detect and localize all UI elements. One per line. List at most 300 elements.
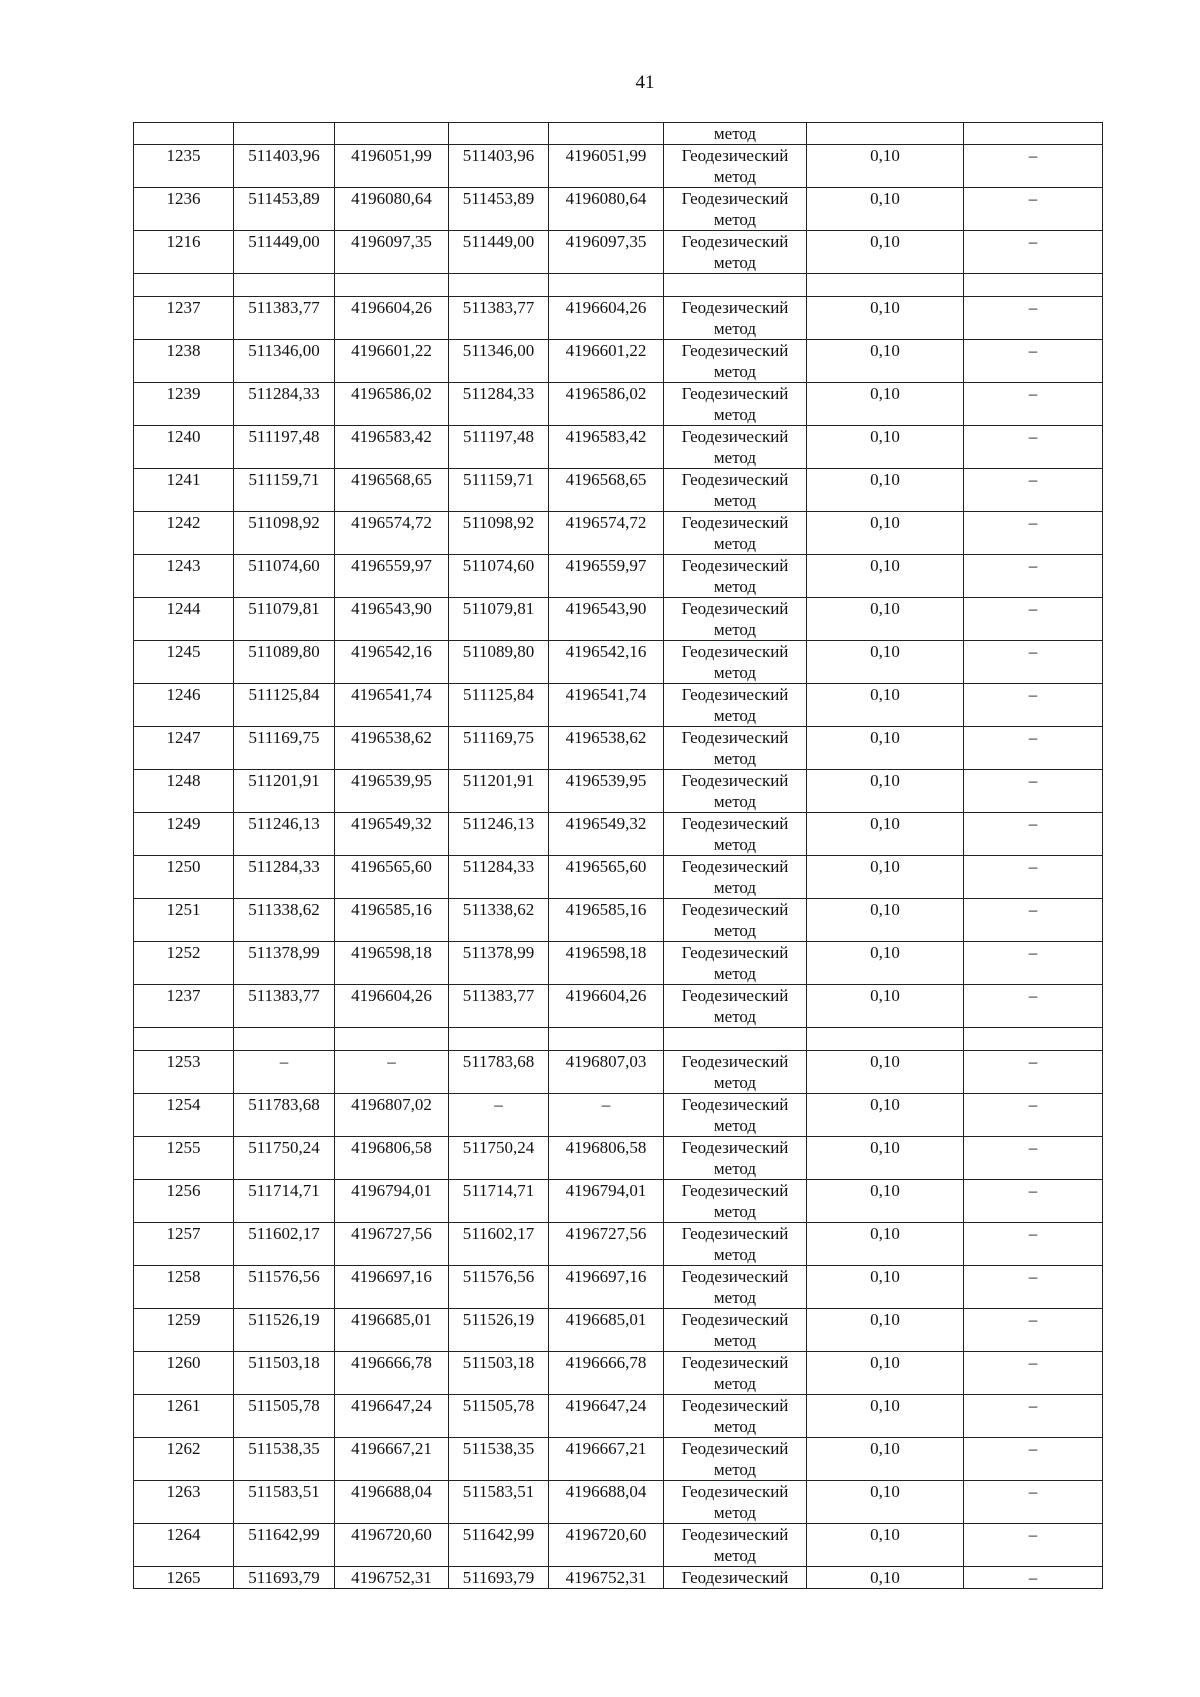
y-new-cell: 4196097,35 [549, 231, 664, 274]
x-new-cell: 511284,33 [449, 856, 549, 899]
method-line-1: Геодезический [681, 1267, 789, 1286]
table-row [134, 1223, 1103, 1266]
method-line-1: Геодезический [681, 1482, 789, 1501]
table-row [134, 1438, 1103, 1481]
y-existing-cell: 4196543,90 [335, 598, 449, 641]
method-line-1: Геодезический [681, 1138, 789, 1157]
table-row-spacer [134, 274, 1103, 297]
method-line-1: Геодезический [681, 146, 789, 165]
point-number-cell: 1262 [134, 1438, 234, 1481]
y-new-cell: 4196585,16 [549, 899, 664, 942]
method-line-2: метод [713, 1159, 757, 1178]
y-new-cell: 4196647,24 [549, 1395, 664, 1438]
note-cell: – [964, 1266, 1103, 1309]
table-row [134, 641, 1103, 684]
accuracy-cell: 0,10 [807, 641, 964, 684]
method-cell [664, 1352, 807, 1395]
method-line-1: Геодезический [681, 1310, 789, 1329]
method-line-1: Геодезический [681, 685, 789, 704]
accuracy-cell: 0,10 [807, 1524, 964, 1567]
table-row [134, 1137, 1103, 1180]
table-row [134, 1266, 1103, 1309]
method-line-2: метод [713, 577, 757, 596]
note-cell: – [964, 555, 1103, 598]
table-row [134, 899, 1103, 942]
x-new-cell: 511449,00 [449, 231, 549, 274]
method-line-2: метод [713, 1007, 757, 1026]
table-row-spacer [134, 1028, 1103, 1051]
method-line-2: метод [713, 210, 757, 229]
y-new-cell: 4196604,26 [549, 297, 664, 340]
accuracy-cell: 0,10 [807, 899, 964, 942]
table-row [134, 297, 1103, 340]
y-existing-cell: 4196685,01 [335, 1309, 449, 1352]
x-new-cell: 511693,79 [449, 1567, 549, 1589]
x-existing-cell: 511378,99 [234, 942, 335, 985]
method-line-1: Геодезический [681, 1396, 789, 1415]
method-cell [664, 231, 807, 274]
method-line-1: Геодезический [681, 1181, 789, 1200]
x-existing-cell: 511246,13 [234, 813, 335, 856]
x-new-cell: 511750,24 [449, 1137, 549, 1180]
accuracy-cell: 0,10 [807, 598, 964, 641]
y-existing-cell: 4196574,72 [335, 512, 449, 555]
note-cell: – [964, 727, 1103, 770]
note-cell: – [964, 145, 1103, 188]
table-row [134, 340, 1103, 383]
x-existing-cell: 511125,84 [234, 684, 335, 727]
method-line-2: метод [713, 964, 757, 983]
y-new-cell: 4196598,18 [549, 942, 664, 985]
method-line-1: Геодезический [681, 384, 789, 403]
method-line-1: Геодезический [681, 986, 789, 1005]
point-number-cell: 1241 [134, 469, 234, 512]
x-new-cell: 511602,17 [449, 1223, 549, 1266]
y-existing-cell: 4196539,95 [335, 770, 449, 813]
page-number: 41 [635, 72, 655, 93]
accuracy-cell: 0,10 [807, 942, 964, 985]
x-new-cell: 511538,35 [449, 1438, 549, 1481]
method-line-1: Геодезический [681, 1525, 789, 1544]
method-line-2: метод [713, 1417, 757, 1436]
note-cell: – [964, 641, 1103, 684]
table-row [134, 598, 1103, 641]
y-existing-cell: 4196697,16 [335, 1266, 449, 1309]
x-new-cell: 511197,48 [449, 426, 549, 469]
method-cell [664, 1094, 807, 1137]
y-new-cell: 4196727,56 [549, 1223, 664, 1266]
method-line-2: метод [713, 1546, 757, 1565]
point-number-cell: 1249 [134, 813, 234, 856]
table-row [134, 1180, 1103, 1223]
point-number-cell: 1254 [134, 1094, 234, 1137]
y-new-cell: 4196541,74 [549, 684, 664, 727]
accuracy-cell: 0,10 [807, 426, 964, 469]
y-existing-cell: 4196080,64 [335, 188, 449, 231]
accuracy-cell: 0,10 [807, 1094, 964, 1137]
x-existing-cell: 511074,60 [234, 555, 335, 598]
y-new-cell: 4196794,01 [549, 1180, 664, 1223]
method-cell [664, 770, 807, 813]
accuracy-cell: 0,10 [807, 985, 964, 1028]
method-line-1: Геодезический [681, 427, 789, 446]
note-cell: – [964, 1481, 1103, 1524]
x-new-cell: 511089,80 [449, 641, 549, 684]
accuracy-cell: 0,10 [807, 145, 964, 188]
note-cell: – [964, 770, 1103, 813]
y-new-cell: 4196574,72 [549, 512, 664, 555]
table-row [134, 383, 1103, 426]
table-row [134, 1352, 1103, 1395]
note-cell: – [964, 1094, 1103, 1137]
y-new-cell: 4196539,95 [549, 770, 664, 813]
method-line-2: метод [713, 663, 757, 682]
point-number-cell: 1235 [134, 145, 234, 188]
point-number-cell: 1237 [134, 985, 234, 1028]
y-existing-cell: 4196598,18 [335, 942, 449, 985]
table-row [134, 231, 1103, 274]
accuracy-cell: 0,10 [807, 1137, 964, 1180]
accuracy-cell: 0,10 [807, 813, 964, 856]
method-cell [664, 684, 807, 727]
x-existing-cell: 511642,99 [234, 1524, 335, 1567]
method-line-2: метод [713, 1460, 757, 1479]
method-cell [664, 813, 807, 856]
x-new-cell: 511098,92 [449, 512, 549, 555]
note-cell: – [964, 1524, 1103, 1567]
x-existing-cell: 511602,17 [234, 1223, 335, 1266]
x-new-cell: 511403,96 [449, 145, 549, 188]
y-new-cell: 4196752,31 [549, 1567, 664, 1589]
accuracy-cell: 0,10 [807, 1266, 964, 1309]
method-line-2: метод [713, 620, 757, 639]
x-new-cell: 511583,51 [449, 1481, 549, 1524]
method-line-2: метод [713, 534, 757, 553]
x-existing-cell: – [234, 1051, 335, 1094]
y-existing-cell: 4196727,56 [335, 1223, 449, 1266]
x-new-cell: – [449, 1094, 549, 1137]
method-line-2: метод [713, 491, 757, 510]
x-existing-cell: 511089,80 [234, 641, 335, 684]
y-new-cell: 4196807,03 [549, 1051, 664, 1094]
x-new-cell: 511201,91 [449, 770, 549, 813]
point-number-cell: 1244 [134, 598, 234, 641]
x-new-cell: 511159,71 [449, 469, 549, 512]
point-number-cell: 1263 [134, 1481, 234, 1524]
x-new-cell: 511125,84 [449, 684, 549, 727]
method-line-1: Геодезический [681, 771, 789, 790]
note-cell: – [964, 1051, 1103, 1094]
note-cell: – [964, 383, 1103, 426]
point-number-cell: 1251 [134, 899, 234, 942]
note-cell: – [964, 1567, 1103, 1589]
y-existing-cell: 4196585,16 [335, 899, 449, 942]
x-existing-cell: 511383,77 [234, 297, 335, 340]
method-line-1: Геодезический [681, 943, 789, 962]
method-line-2: метод [713, 1288, 757, 1307]
x-existing-cell: 511583,51 [234, 1481, 335, 1524]
y-new-cell: – [549, 1094, 664, 1137]
note-cell: – [964, 297, 1103, 340]
method-cell [664, 598, 807, 641]
y-existing-cell: 4196807,02 [335, 1094, 449, 1137]
coordinates-table [133, 122, 1103, 1589]
x-new-cell: 511576,56 [449, 1266, 549, 1309]
point-number-cell: 1247 [134, 727, 234, 770]
x-existing-cell: 511576,56 [234, 1266, 335, 1309]
method-cell [664, 1180, 807, 1223]
method-cell [664, 641, 807, 684]
x-existing-cell: 511284,33 [234, 856, 335, 899]
method-line-1: Геодезический [681, 1353, 789, 1372]
x-existing-cell: 511538,35 [234, 1438, 335, 1481]
y-new-cell: 4196688,04 [549, 1481, 664, 1524]
note-cell: – [964, 1223, 1103, 1266]
point-number-cell: 1253 [134, 1051, 234, 1094]
point-number-cell: 1243 [134, 555, 234, 598]
x-existing-cell: 511714,71 [234, 1180, 335, 1223]
note-cell: – [964, 684, 1103, 727]
point-number-cell: 1242 [134, 512, 234, 555]
method-cell [664, 727, 807, 770]
accuracy-cell: 0,10 [807, 856, 964, 899]
note-cell: – [964, 340, 1103, 383]
x-new-cell: 511284,33 [449, 383, 549, 426]
x-existing-cell: 511453,89 [234, 188, 335, 231]
table-row [134, 985, 1103, 1028]
y-existing-cell: 4196051,99 [335, 145, 449, 188]
method-line-1: Геодезический [681, 513, 789, 532]
method-cell [664, 942, 807, 985]
accuracy-cell: 0,10 [807, 1395, 964, 1438]
note-cell: – [964, 985, 1103, 1028]
table-row [134, 426, 1103, 469]
y-existing-cell: 4196720,60 [335, 1524, 449, 1567]
method-line-2: метод [713, 405, 757, 424]
method-line-2: метод [713, 706, 757, 725]
y-new-cell: 4196543,90 [549, 598, 664, 641]
method-cell [664, 469, 807, 512]
method-cell [664, 145, 807, 188]
method-line-1: Геодезический [681, 814, 789, 833]
method-line-1: Геодезический [681, 1224, 789, 1243]
accuracy-cell: 0,10 [807, 1223, 964, 1266]
y-new-cell: 4196559,97 [549, 555, 664, 598]
table-row [134, 1051, 1103, 1094]
y-new-cell: 4196720,60 [549, 1524, 664, 1567]
x-existing-cell: 511693,79 [234, 1567, 335, 1589]
accuracy-cell: 0,10 [807, 1180, 964, 1223]
y-existing-cell: 4196542,16 [335, 641, 449, 684]
method-cell [664, 1223, 807, 1266]
point-number-cell: 1255 [134, 1137, 234, 1180]
accuracy-cell: 0,10 [807, 727, 964, 770]
y-new-cell: 4196051,99 [549, 145, 664, 188]
y-new-cell: 4196542,16 [549, 641, 664, 684]
table-row [134, 1094, 1103, 1137]
method-line-2: метод [713, 835, 757, 854]
note-cell: – [964, 813, 1103, 856]
table-row [134, 684, 1103, 727]
method-cell [664, 985, 807, 1028]
y-new-cell: 4196568,65 [549, 469, 664, 512]
method-cell [664, 555, 807, 598]
note-cell: – [964, 856, 1103, 899]
x-new-cell: 511169,75 [449, 727, 549, 770]
x-existing-cell: 511284,33 [234, 383, 335, 426]
point-number-cell: 1236 [134, 188, 234, 231]
x-existing-cell: 511079,81 [234, 598, 335, 641]
method-line-1: Геодезический [681, 341, 789, 360]
accuracy-cell: 0,10 [807, 297, 964, 340]
y-new-cell: 4196601,22 [549, 340, 664, 383]
accuracy-cell: 0,10 [807, 340, 964, 383]
method-line-2: метод [713, 1245, 757, 1264]
table-row [134, 555, 1103, 598]
x-new-cell: 511526,19 [449, 1309, 549, 1352]
point-number-cell: 1248 [134, 770, 234, 813]
accuracy-cell: 0,10 [807, 1352, 964, 1395]
method-line-2: метод [713, 1374, 757, 1393]
table-row [134, 942, 1103, 985]
x-existing-cell: 511098,92 [234, 512, 335, 555]
y-new-cell: 4196685,01 [549, 1309, 664, 1352]
method-cell [664, 188, 807, 231]
table-row [134, 1395, 1103, 1438]
accuracy-cell: 0,10 [807, 555, 964, 598]
method-cell [664, 1524, 807, 1567]
table-row [134, 512, 1103, 555]
table-row [134, 145, 1103, 188]
method-line-1: Геодезический [681, 642, 789, 661]
y-existing-cell: 4196752,31 [335, 1567, 449, 1589]
method-cell [664, 512, 807, 555]
method-line-2: метод [713, 1073, 757, 1092]
y-existing-cell: 4196601,22 [335, 340, 449, 383]
table-row [134, 1481, 1103, 1524]
note-cell: – [964, 1180, 1103, 1223]
method-line-2: метод [713, 878, 757, 897]
method-cell [664, 1395, 807, 1438]
method-line-1: Геодезический [681, 189, 789, 208]
method-line-1: Геодезический [681, 857, 789, 876]
y-existing-cell: 4196667,21 [335, 1438, 449, 1481]
method-line-1: Геодезический [681, 900, 789, 919]
y-new-cell: 4196565,60 [549, 856, 664, 899]
accuracy-cell: 0,10 [807, 231, 964, 274]
accuracy-cell: 0,10 [807, 1438, 964, 1481]
y-new-cell: 4196538,62 [549, 727, 664, 770]
y-new-cell: 4196080,64 [549, 188, 664, 231]
method-line-2: метод [713, 319, 757, 338]
table-row [134, 1567, 1103, 1589]
note-cell: – [964, 1137, 1103, 1180]
y-existing-cell: 4196688,04 [335, 1481, 449, 1524]
note-cell: – [964, 1309, 1103, 1352]
note-cell: – [964, 1395, 1103, 1438]
x-existing-cell: 511750,24 [234, 1137, 335, 1180]
y-new-cell: 4196586,02 [549, 383, 664, 426]
accuracy-cell: 0,10 [807, 188, 964, 231]
method-line-1: Геодезический [681, 1439, 789, 1458]
y-existing-cell: 4196097,35 [335, 231, 449, 274]
x-new-cell: 511453,89 [449, 188, 549, 231]
method-line-1: Геодезический [681, 1052, 789, 1071]
x-new-cell: 511783,68 [449, 1051, 549, 1094]
note-cell: – [964, 1352, 1103, 1395]
note-cell: – [964, 188, 1103, 231]
point-number-cell: 1237 [134, 297, 234, 340]
y-new-cell: 4196583,42 [549, 426, 664, 469]
point-number-cell: 1238 [134, 340, 234, 383]
x-existing-cell: 511159,71 [234, 469, 335, 512]
method-cell [664, 1567, 807, 1589]
y-existing-cell: 4196559,97 [335, 555, 449, 598]
note-cell: – [964, 426, 1103, 469]
point-number-cell: 1245 [134, 641, 234, 684]
method-line-2: метод [713, 362, 757, 381]
x-existing-cell: 511505,78 [234, 1395, 335, 1438]
method-line-1: Геодезический [681, 298, 789, 317]
method-line-2: метод [713, 1331, 757, 1350]
point-number-cell: 1246 [134, 684, 234, 727]
x-new-cell: 511714,71 [449, 1180, 549, 1223]
point-number-cell: 1250 [134, 856, 234, 899]
method-line-2: метод [713, 448, 757, 467]
table-row [134, 856, 1103, 899]
point-number-cell: 1260 [134, 1352, 234, 1395]
x-existing-cell: 511383,77 [234, 985, 335, 1028]
point-number-cell: 1252 [134, 942, 234, 985]
y-new-cell: 4196604,26 [549, 985, 664, 1028]
table-row [134, 469, 1103, 512]
y-existing-cell: 4196538,62 [335, 727, 449, 770]
x-new-cell: 511074,60 [449, 555, 549, 598]
point-number-cell: 1261 [134, 1395, 234, 1438]
point-number-cell: 1265 [134, 1567, 234, 1589]
method-line-2: метод [713, 253, 757, 272]
accuracy-cell: 0,10 [807, 512, 964, 555]
y-new-cell: 4196806,58 [549, 1137, 664, 1180]
x-new-cell: 511383,77 [449, 297, 549, 340]
method-cell [664, 383, 807, 426]
accuracy-cell: 0,10 [807, 1051, 964, 1094]
method-cell [664, 297, 807, 340]
x-new-cell: 511079,81 [449, 598, 549, 641]
y-existing-cell: 4196806,58 [335, 1137, 449, 1180]
table-row [134, 1309, 1103, 1352]
x-existing-cell: 511346,00 [234, 340, 335, 383]
point-number-cell: 1239 [134, 383, 234, 426]
point-number-cell: 1240 [134, 426, 234, 469]
x-existing-cell: 511449,00 [234, 231, 335, 274]
point-number-cell: 1259 [134, 1309, 234, 1352]
accuracy-cell: 0,10 [807, 1481, 964, 1524]
note-cell: – [964, 598, 1103, 641]
x-existing-cell: 511783,68 [234, 1094, 335, 1137]
y-existing-cell: 4196666,78 [335, 1352, 449, 1395]
method-line-1: Геодезический [681, 1095, 789, 1114]
table-row [134, 1524, 1103, 1567]
x-new-cell: 511505,78 [449, 1395, 549, 1438]
x-new-cell: 511346,00 [449, 340, 549, 383]
point-number-cell: 1257 [134, 1223, 234, 1266]
accuracy-cell: 0,10 [807, 770, 964, 813]
table-row-continuation [134, 123, 1103, 145]
x-existing-cell: 511201,91 [234, 770, 335, 813]
point-number-cell: 1264 [134, 1524, 234, 1567]
x-existing-cell: 511526,19 [234, 1309, 335, 1352]
